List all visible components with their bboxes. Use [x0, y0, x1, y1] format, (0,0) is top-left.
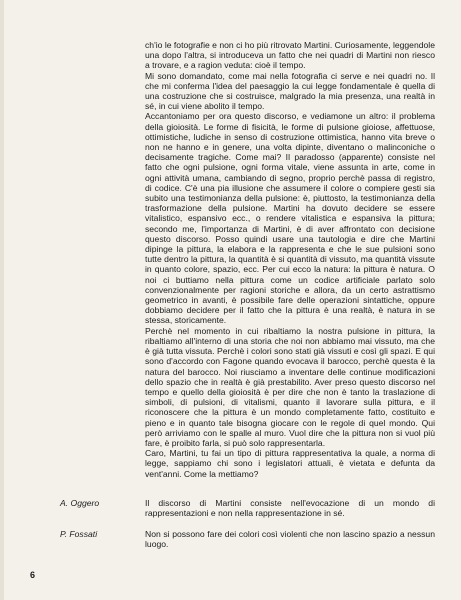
speaker-name: A. Oggero: [60, 498, 100, 508]
paragraph: Accantoniamo per ora questo discorso, e vediamone un altro: il problema della gioiosità. Le forme di fisicità, le forme di pulsione gioiose, affettuose, ottimistiche, ludiche in senso di costruzione ottimistica, hanno vita breve o non ne hanno e in genere, una volta dipinte, diventano o malinconiche o decisamente tragiche. Come mai? Il paradosso (apparente) consiste nel fatto che ogni pulsione, ogni forma vitale, viene assunta in arte, come in ogni attività umana, cambiando di segno, proprio perchè passa di registro, di codice. C'è una pia illusione che assumere il colore o compiere gesti sia subito una testimonianza della pulsione: è, piuttosto, la testimonianza della trasformazione della pulsione. Martini ha dovuto decidere se essere vitalistico, espansivo ecc., o rendere vitalistica e espansiva la pittura; secondo me, l'importanza di Martini, è di aver affrontato con decisione questo discorso. Posso quindi usare una tautologia e dire che Martini dipinge la pittura, la elabora e la rappresenta e che le sue pulsioni sono tutte dentro la pittura, la quantità è si quantità di vissuto, ma quantità vissute in quanto colore, spazio, ecc. Per cui ecco la natura: la pittura è natura. O noi ci buttiamo nella pittura come un codice artificiale parlato solo convenzionalmente per ragioni storiche e allora, da un certo astrattismo geometrico in avanti, è possibile fare delle operazioni sintattiche, oppure dobbiamo decidere per il fatto che la pittura è una realtà, è natura in se stessa, storicamente.: [145, 111, 435, 326]
paragraph: Mi sono domandato, come mai nella fotografia ci serve e nei quadri no. Il che mi conferma l'idea del paesaggio la cui legge fondamentale è quella di una costruzione che si costruisce, malgrado la mia presenza, una realtà in sé, in cui viene abolito il tempo.: [145, 70, 435, 112]
page-edge: [0, 0, 4, 600]
page-number: 6: [30, 570, 36, 580]
main-text-column: [145, 40, 435, 479]
paragraph: Perchè nel momento in cui ribaltiamo la nostra pulsione in pittura, la ribaltiamo all'interno di una storia che noi non abbiamo mai vissuto, ma che è già tutta vissuta. Perchè i colori sono stati già vissuti e così gli spazi. E qui sono d'accordo con Fagone quando evocava il barocco, perchè questa è la natura del barocco. Noi riusciamo a inventare delle continue modificazioni dello spazio che in realtà è già prestabilito. Aver preso questo discorso nel tempo e quello della gioiosità è per dire che non è tanto la traslazione di simboli, di pulsioni, di vitalismi, quanto il lavorare sulla pittura, e il riconoscere che la pittura è un mondo completamente fatto, costituito e pieno e in quanto tale bisogna giocare con le regole di quel mondo. Qui però arriviamo con le spalle al muro. Vuol dire che la pittura non si vuol più fare, è proibito farla, si può solo rappresentarla.: [145, 325, 435, 448]
paragraph: Caro, Martini, tu fai un tipo di pittura rappresentativa la quale, a norma di legge, sappiamo chi sono i legislatori attuali, è vietata e defunta da vent'anni. Come la mettiamo?: [145, 448, 435, 479]
speaker-name: P. Fossati: [60, 529, 98, 539]
speaker-text: Non si possono fare dei colori così violenti che non lascino spazio a nessun luogo.: [145, 529, 435, 550]
paragraph: ch'io le fotografie e non ci ho più ritrovato Martini. Curiosamente, leggendole una dopo l'altra, si introduceva un fatto che nei quadri di Martini non riesco a trovare, e a ragion veduta: cioè il tempo.: [145, 40, 435, 71]
speaker-text: Il discorso di Martini consiste nell'evocazione di un mondo di rappresentazioni e non nella rappresentazione in sé.: [145, 498, 435, 519]
